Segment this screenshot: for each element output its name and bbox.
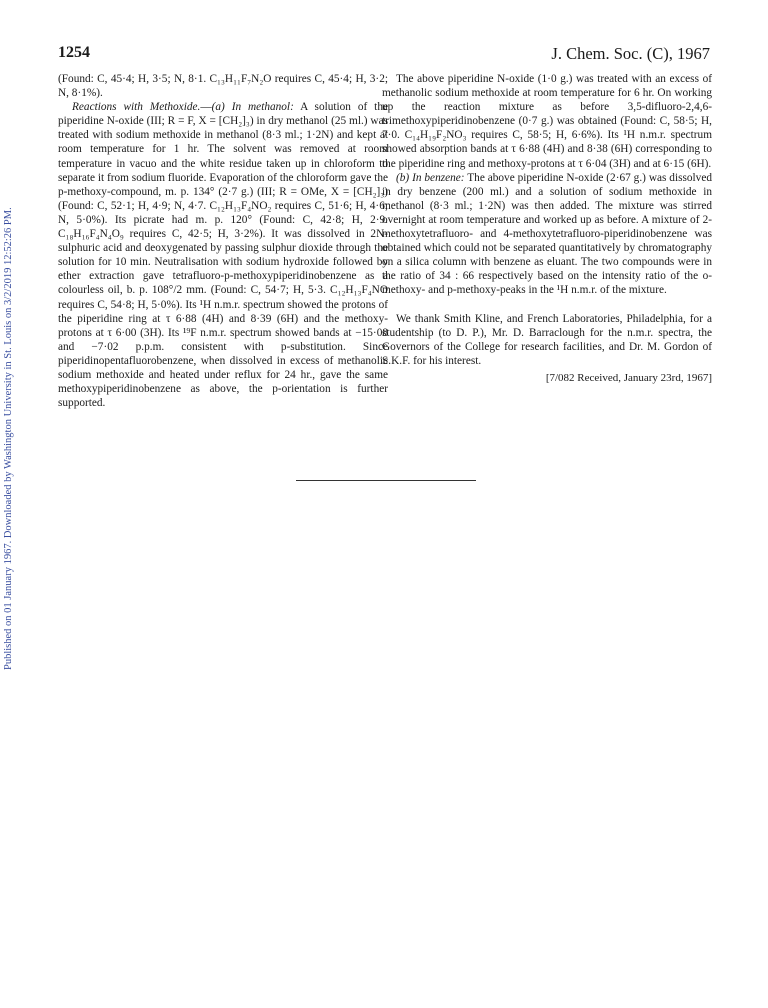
download-watermark: [2, 150, 16, 670]
end-rule: [296, 480, 476, 481]
paragraph-trimethoxy: The above piperidine N-oxide (1·0 g.) was treated with an excess of methanolic sodium methoxide at room temperature for 6 hr. On working up the reaction mixture as before 3,5-difluoro-2,4,6-trimethoxypiperidinobenzene (0·7 g.) was obtained (Found: C, 58·5; H, 7·0. C₁₄H₁₉F₂NO₃ requires C, 58·5; H, 6·6%). Its ¹H n.m.r. spectrum showed absorption bands at τ 6·88 (4H) and 8·38 (6H) corresponding to the piperidine ring and methoxy-protons at τ 6·04 (3H) and at 6·15 (6H).: [382, 73, 712, 170]
subsection-heading: (a) In methanol:: [211, 101, 294, 114]
download-note: Published on 01 January 1967. Downloaded by Washington University in St. Louis on 3/2/2019 12:52:26 PM.: [3, 207, 14, 670]
paragraph-found: (Found: C, 45·4; H, 3·5; N, 8·1. C₁₃H₁₁F₇N₂O requires C, 45·4; H, 3·2; N, 8·1%).: [58, 73, 388, 100]
received-reference: [7/082 Received, January 23rd, 1967]: [545, 371, 712, 384]
paragraph-methanol: Reactions with Methoxide.—(a) In methanol: A solution of the piperidine N-oxide (III; R = F, X = [CH₂]₃) in dry methanol (25 ml.) was treated with sodium methoxide in methanol (8·3 ml.; 1·2N) and kept at room temperature for 1 hr. The solvent was removed at room temperature in vacuo and the white residue taken up in chloroform to separate it from sodium fluoride. Evaporation of the chloroform gave the p-methoxy-compound, m. p. 134° (2·7 g.) (III; R = OMe, X = [CH₂]₃) (Found: C, 52·1; H, 4·9; N, 4·7. C₁₂H₁₃F₄NO₂ requires C, 51·6; H, 4·6; N, 5·0%). Its picrate had m. p. 120° (Found: C, 42·8; H, 2·9. C₁₈H₁₆F₄N₄O₉ requires C, 42·5; H, 3·2%). It was dissolved in 2N-sulphuric acid and deoxygenated by passing sulphur dioxide through the solution for 10 min. Neutralisation with sodium hydroxide followed by ether extraction gave tetrafluoro-p-methoxypiperidinobenzene as a colourless oil, b. p. 108°/2 mm. (Found: C, 54·7; H, 5·3. C₁₂H₁₃F₄NO requires C, 54·8; H, 5·0%). Its ¹H n.m.r. spectrum showed the protons of the piperidine ring at τ 6·88 (4H) and 8·39 (6H) and the methoxy-protons at τ 6·00 (3H). Its ¹⁹F n.m.r. spectrum showed bands at −15·08 and −7·02 p.p.m. consistent with p-substitution. Since piperidinopentafluorobenzene, when dissolved in excess of methanolic sodium methoxide and heated under reflux for 24 hr., gave the same methoxypiperidinobenzene as above, the p-orientation is further supported.: [58, 101, 388, 410]
paragraph-body: The above piperidine N-oxide (2·67 g.) was dissolved in dry benzene (200 ml.) and a solution of sodium methoxide in methanol (8·3 ml.; 1·2N) was then added. The mixture was stirred overnight at room temperature and worked up as before. A mixture of 2-methoxytetrafluoro- and 4-methoxytetrafluoro-piperidinobenzene was obtained which could not be separated quantitatively by chromatography on a silica column with benzene as eluant. The two compounds were in the ratio of 34 : 66 respectively based on the intensity ratio of the o-methoxy- and p-methoxy-peaks in the ¹H n.m.r. of the mixture.: [382, 171, 712, 297]
page-number: 1254: [58, 44, 90, 61]
left-column: [58, 72, 388, 410]
paragraph-benzene: [382, 171, 712, 298]
subsection-heading: (b) In benzene:: [396, 171, 465, 184]
journal-title: J. Chem. Soc. (C), 1967: [551, 44, 710, 63]
acknowledgements: We thank Smith Kline, and French Laboratories, Philadelphia, for a studentship (to D. P.), Mr. D. Barraclough for the n.m.r. spectra, the Governors of the College for research facilities, and Dr. M. Gordon of S.K.F. for his interest.: [382, 312, 712, 367]
paragraph-body: A solution of the piperidine N-oxide (III; R = F, X = [CH₂]₃) in dry methanol (25 ml.) was treated with sodium methoxide in methanol (8·3 ml.; 1·2N) and kept at room temperature for 1 hr. The solvent was removed at room temperature in vacuo and the white residue taken up in chloroform to separate it from sodium fluoride. Evaporation of the chloroform gave the p-methoxy-compound, m. p. 134° (2·7 g.) (III; R = OMe, X = [CH₂]₃) (Found: C, 52·1; H, 4·9; N, 4·7. C₁₂H₁₃F₄NO₂ requires C, 51·6; H, 4·6; N, 5·0%). Its picrate had m. p. 120° (Found: C, 42·8; H, 2·9. C₁₈H₁₆F₄N₄O₉ requires C, 42·5; H, 3·2%). It was dissolved in 2N-sulphuric acid and deoxygenated by passing sulphur dioxide through the solution for 10 min. Neutralisation with sodium hydroxide followed by ether extraction gave tetrafluoro-p-methoxypiperidinobenzene as a colourless oil, b. p. 108°/2 mm. (Found: C, 54·7; H, 5·3. C₁₂H₁₃F₄NO requires C, 54·8; H, 5·0%). Its ¹H n.m.r. spectrum showed the protons of the piperidine ring at τ 6·88 (4H) and 8·39 (6H) and the methoxy-protons at τ 6·00 (3H). Its ¹⁹F n.m.r. spectrum showed bands at −15·08 and −7·02 p.p.m. consistent with p-substitution. Since piperidinopentafluorobenzene, when dissolved in excess of methanolic sodium methoxide and heated under reflux for 24 hr., gave the same methoxypiperidinobenzene as above, the p-orientation is further supported.: [58, 101, 388, 410]
right-column: [382, 72, 712, 385]
section-heading: Reactions with Methoxide.: [72, 101, 201, 114]
